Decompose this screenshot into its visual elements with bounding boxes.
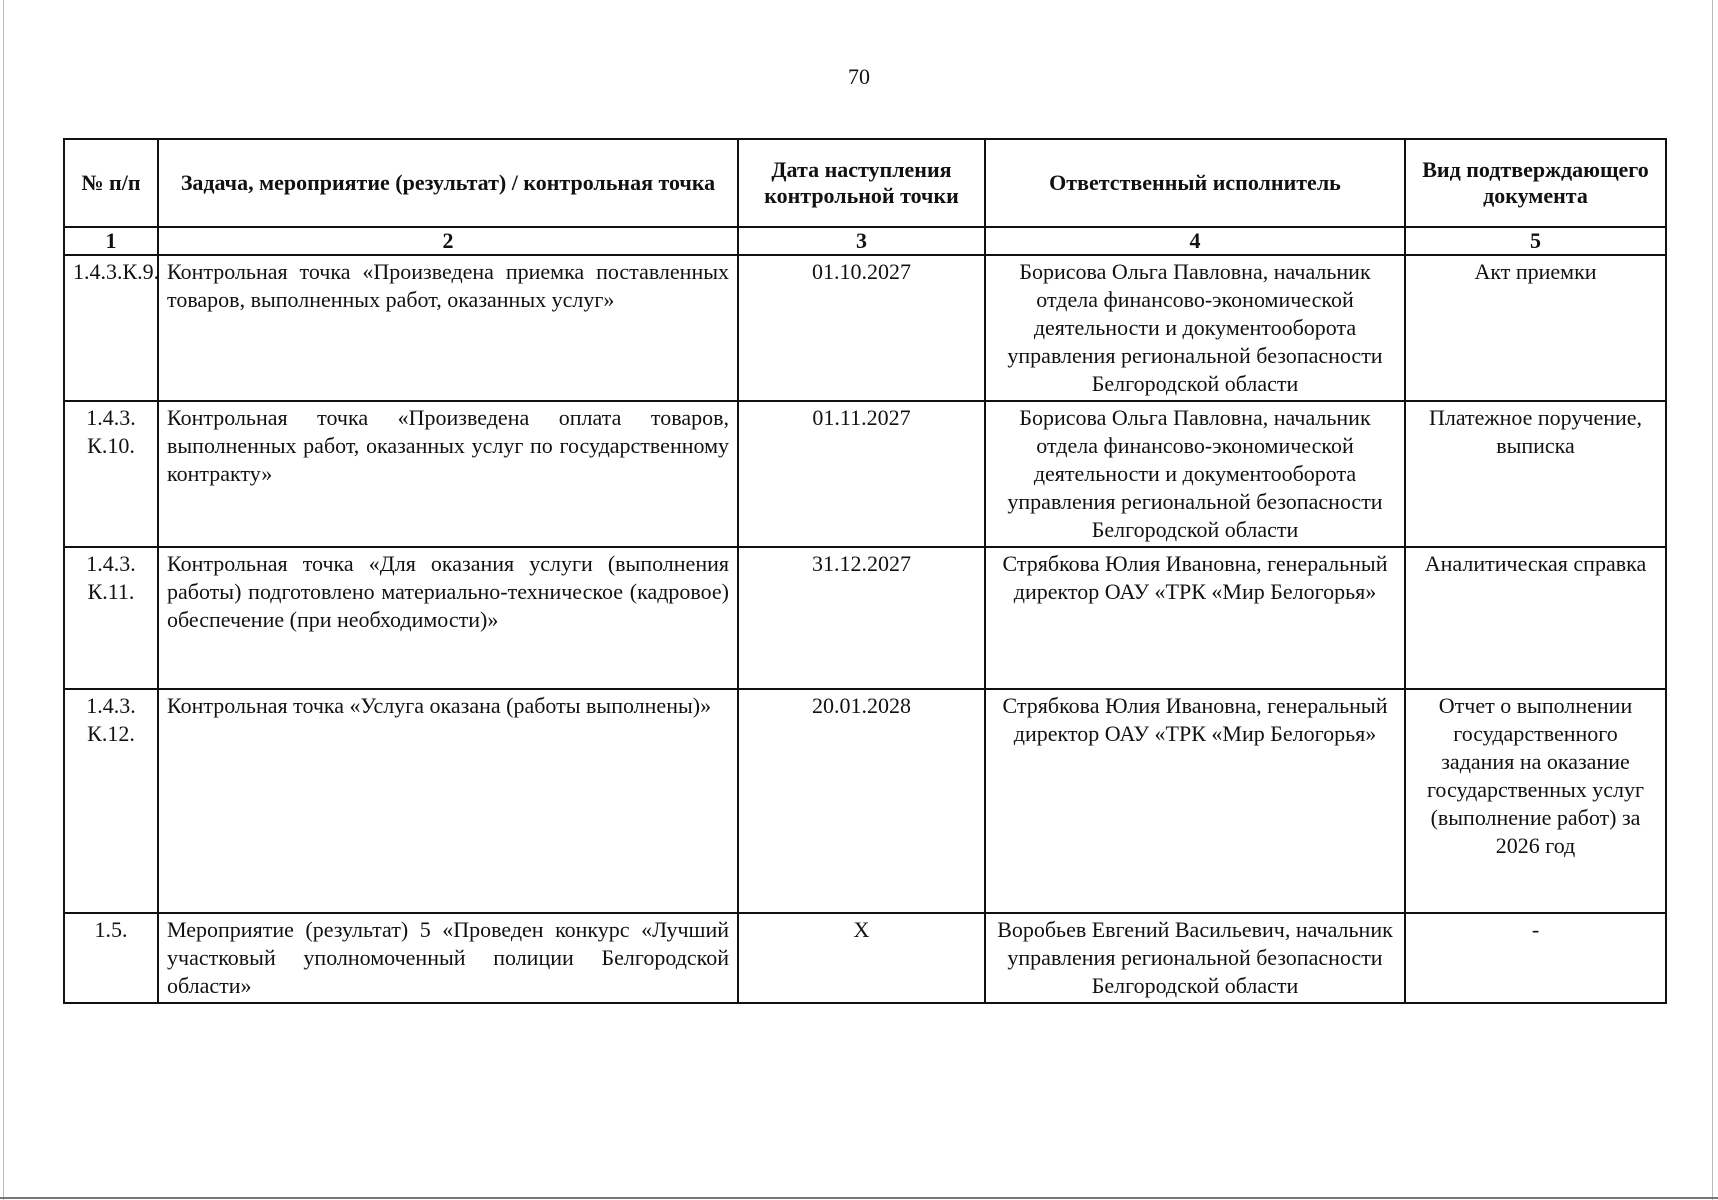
header-document: Вид подтверждающего документа [1405,139,1666,227]
page-number: 70 [848,64,870,89]
table-header-row [64,139,1666,227]
row-date: 01.10.2027 [738,255,985,401]
row-task: Контрольная точка «Произведена оплата товаров, выполненных работ, оказанных услуг по государственному контракту» [158,401,738,547]
row-date: X [738,913,985,1003]
column-number-5: 5 [1405,227,1666,255]
table-row [64,401,1666,547]
row-task: Контрольная точка «Для оказания услуги (выполнения работы) подготовлено материально-техническое (кадровое) обеспечение (при необходимости)» [158,547,738,689]
row-number: 1.5. [64,913,158,1003]
table-row [64,689,1666,913]
row-responsible: Стрябкова Юлия Ивановна, генеральный директор ОАУ «ТРК «Мир Белогорья» [985,689,1405,913]
table-row [64,547,1666,689]
header-task: Задача, мероприятие (результат) / контрольная точка [158,139,738,227]
column-number-1: 1 [64,227,158,255]
scan-edge-left [3,0,4,1200]
row-task: Мероприятие (результат) 5 «Проведен конкурс «Лучший участковый уполномоченный полиции Белгородской области» [158,913,738,1003]
row-responsible: Воробьев Евгений Васильевич, начальник управления региональной безопасности Белгородской области [985,913,1405,1003]
header-responsible: Ответственный исполнитель [985,139,1405,227]
row-date: 01.11.2027 [738,401,985,547]
column-number-row [64,227,1666,255]
row-document: Аналитическая справка [1405,547,1666,689]
row-number: 1.4.3. К.10. [64,401,158,547]
scan-edge-right [1712,0,1713,1200]
row-task: Контрольная точка «Услуга оказана (работы выполнены)» [158,689,738,913]
row-document: Отчет о выполнении государственного задания на оказание государственных услуг (выполнение работ) за 2026 год [1405,689,1666,913]
row-date: 20.01.2028 [738,689,985,913]
table-row [64,255,1666,401]
column-number-2: 2 [158,227,738,255]
table-row [64,913,1666,1003]
row-number: 1.4.3. К.11. [64,547,158,689]
scan-artifact-line [0,1197,1718,1199]
control-points-table [63,138,1667,1004]
header-num: № п/п [64,139,158,227]
column-number-3: 3 [738,227,985,255]
row-number: 1.4.3. К.12. [64,689,158,913]
row-number: 1.4.3.К.9. [64,255,158,401]
column-number-4: 4 [985,227,1405,255]
row-task: Контрольная точка «Произведена приемка поставленных товаров, выполненных работ, оказанных услуг» [158,255,738,401]
row-responsible: Стрябкова Юлия Ивановна, генеральный директор ОАУ «ТРК «Мир Белогорья» [985,547,1405,689]
row-date: 31.12.2027 [738,547,985,689]
row-responsible: Борисова Ольга Павловна, начальник отдела финансово-экономической деятельности и документооборота управления региональной безопасности Белгородской области [985,401,1405,547]
row-document: Акт приемки [1405,255,1666,401]
row-document: - [1405,913,1666,1003]
row-responsible: Борисова Ольга Павловна, начальник отдела финансово-экономической деятельности и документооборота управления региональной безопасности Белгородской области [985,255,1405,401]
row-document: Платежное поручение, выписка [1405,401,1666,547]
header-date: Дата наступления контрольной точки [738,139,985,227]
